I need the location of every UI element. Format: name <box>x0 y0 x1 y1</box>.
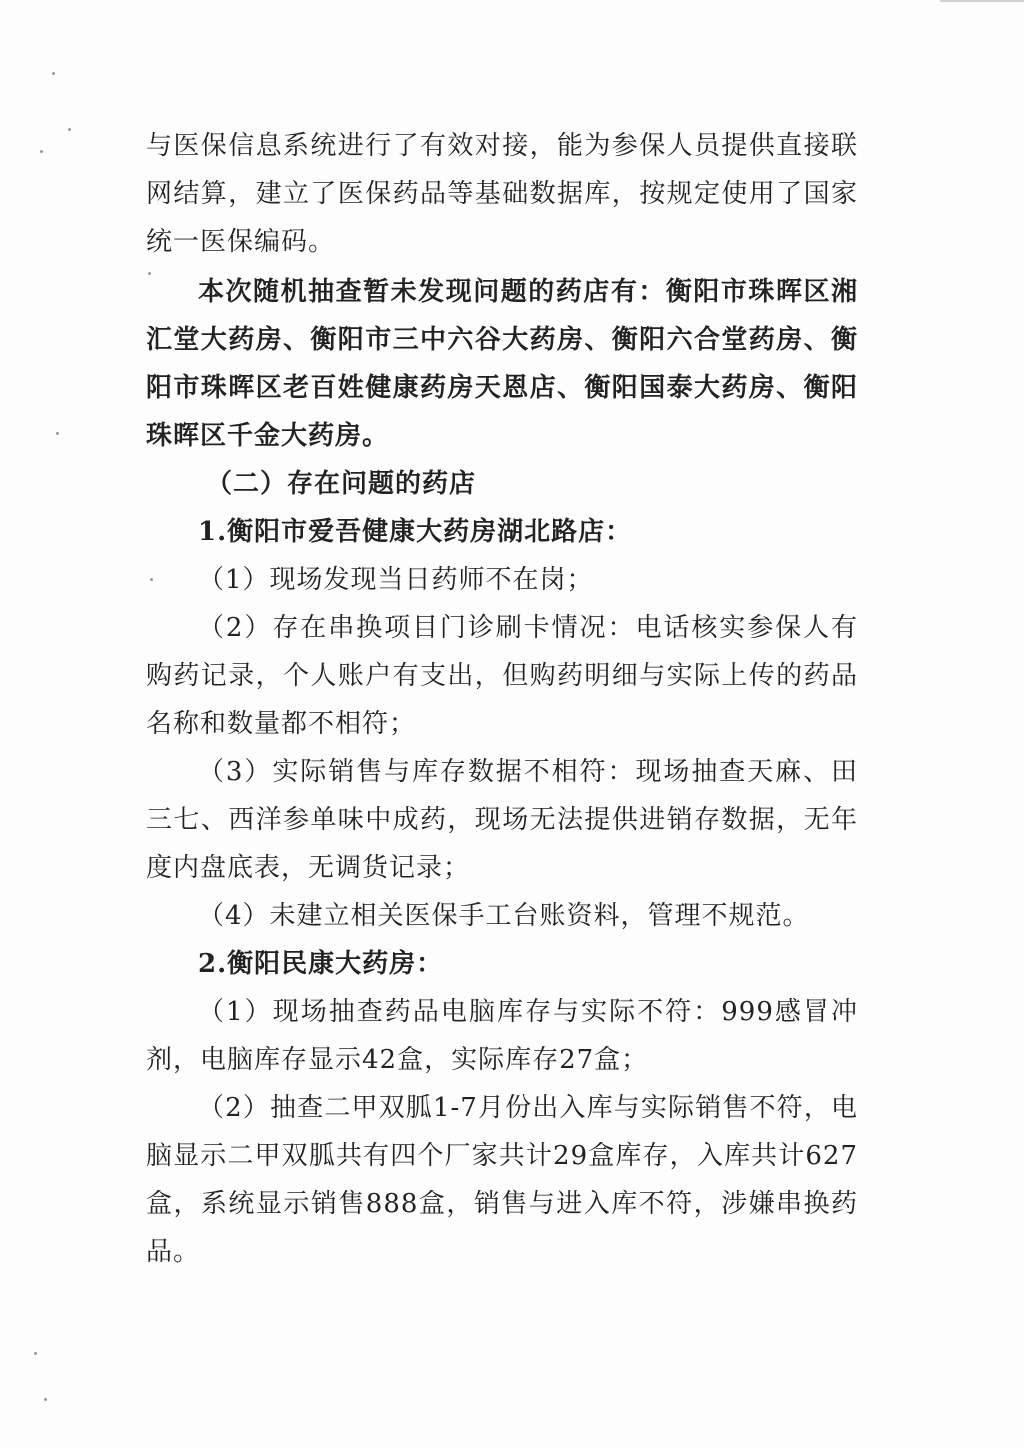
issue-item: （2）抽查二甲双胍1-7月份出入库与实际销售不符，电脑显示二甲双胍共有四个厂家共计29盒库存，入库共计627盒，系统显示销售888盒，销售与进入库不符，涉嫌串换药品。 <box>146 1093 858 1267</box>
item-heading-aiwu-pharmacy: 1.衡阳市爱吾健康大药房湖北路店： <box>198 517 633 547</box>
item-heading-minkang-pharmacy: 2.衡阳民康大药房： <box>198 949 444 979</box>
scan-edge-line <box>940 0 1024 2</box>
scan-speck <box>44 1398 47 1401</box>
issue-item: （3）实际销售与库存数据不相符：现场抽查天麻、田三七、西洋参单味中成药，现场无法提供进销存数据，无年度内盘底表，无调货记录； <box>146 757 858 883</box>
section-heading-problem-pharmacies: （二）存在问题的药店 <box>206 469 477 499</box>
scan-speck <box>34 1352 37 1355</box>
issue-item: （2）存在串换项目门诊刷卡情况：电话核实参保人有购药记录，个人账户有支出，但购药明细与实际上传的药品名称和数量都不相符； <box>146 613 858 739</box>
issue-item: （1）现场抽查药品电脑库存与实际不符：999感冒冲剂，电脑库存显示42盒，实际库存27盒； <box>146 997 858 1075</box>
issue-item: （4）未建立相关医保手工台账资料，管理不规范。 <box>198 901 810 931</box>
paragraph-no-issue-pharmacies: 本次随机抽查暂未发现问题的药店有：衡阳市珠晖区湘汇堂大药房、衡阳市三中六谷大药房、衡阳六合堂药房、衡阳市珠晖区老百姓健康药房天恩店、衡阳国泰大药房、衡阳珠晖区千金大药房。 <box>146 277 858 451</box>
scan-speck <box>40 150 43 153</box>
scan-speck <box>68 128 71 131</box>
issue-item: （1）现场发现当日药师不在岗； <box>198 565 594 595</box>
paragraph-continued-text: 与医保信息系统进行了有效对接，能为参保人员提供直接联网结算，建立了医保药品等基础数据库，按规定使用了国家统一医保编码。 <box>146 131 858 257</box>
scan-speck <box>56 432 59 435</box>
scan-speck <box>52 72 55 75</box>
document-body <box>146 122 858 1276</box>
